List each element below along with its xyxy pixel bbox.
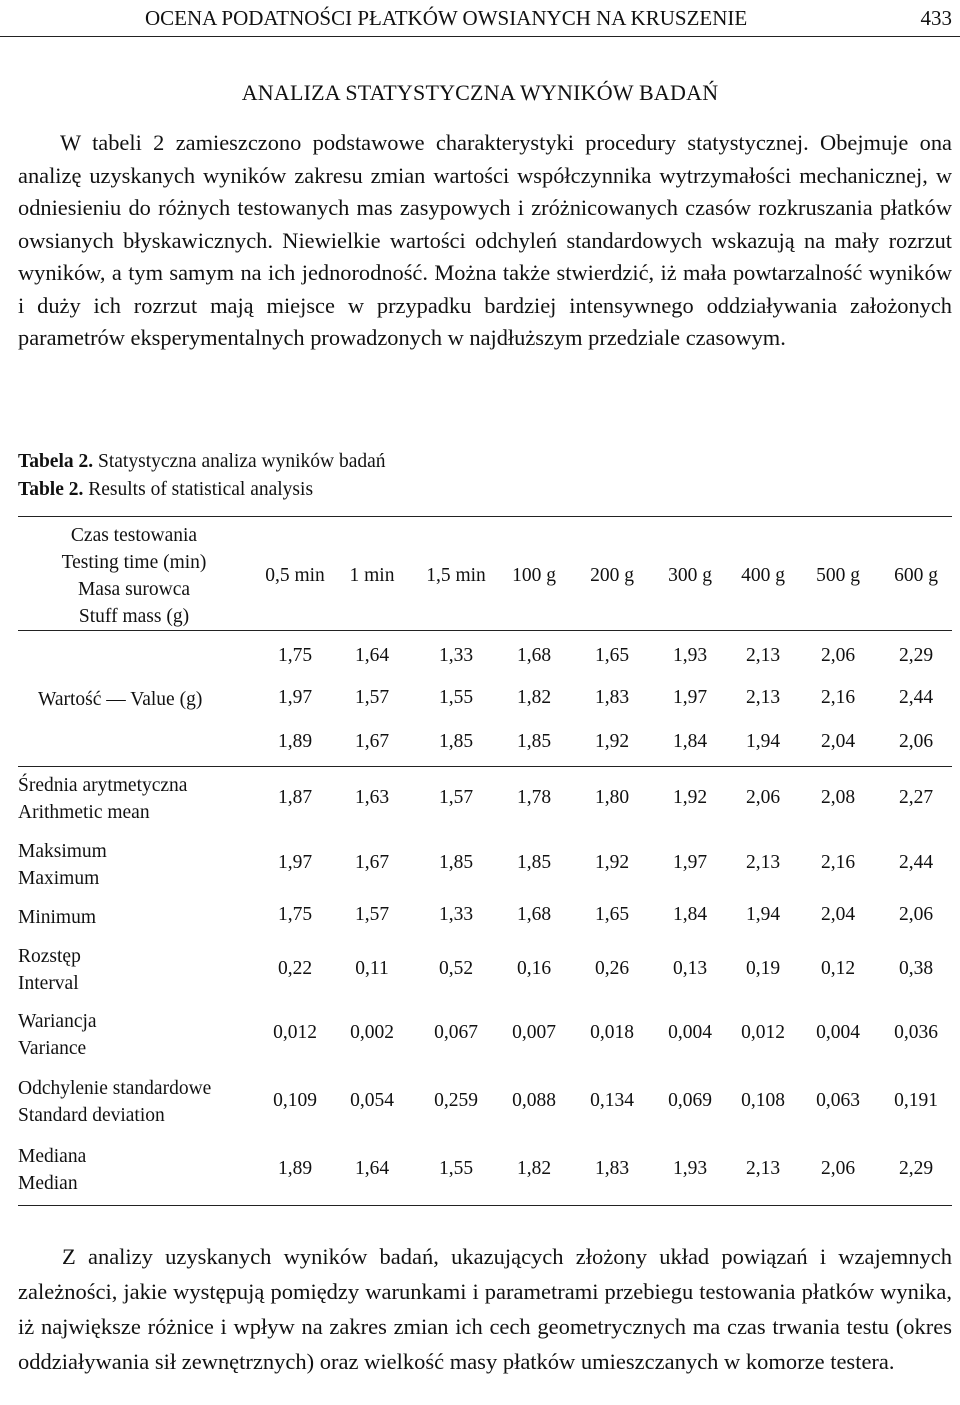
stat-row-label [18,1143,86,1197]
stat-cell: 1,97 [672,852,708,873]
stat-cell: 0,002 [350,1022,394,1043]
stat-cell: 0,12 [820,958,856,979]
value-cell: 2,29 [898,645,934,666]
stat-label-pl: Maksimum [18,841,107,862]
stat-cell: 1,55 [438,1158,474,1179]
stat-cell: 0,004 [816,1022,860,1043]
value-cell: 1,92 [594,731,630,752]
stat-cell: 1,83 [594,1158,630,1179]
stat-cell: 1,33 [438,904,474,925]
stat-cell: 1,80 [594,787,630,808]
caption-text-pl: Statystyczna analiza wyników badań [98,451,386,472]
header-label-line: Testing time (min) [61,552,207,573]
header-label-line: Stuff mass (g) [78,606,190,627]
value-cell: 1,84 [672,731,708,752]
value-cell: 1,57 [354,687,390,708]
stat-cell: 1,68 [516,904,552,925]
stat-label-en: Interval [18,973,79,994]
stat-cell: 2,08 [820,787,856,808]
stat-cell: 0,16 [516,958,552,979]
stat-cell: 1,64 [354,1158,390,1179]
header-label-line: Masa surowca [77,579,191,600]
value-cell: 1,55 [438,687,474,708]
stat-cell: 0,012 [273,1022,317,1043]
column-header: 400 g [741,565,785,586]
stat-cell: 1,85 [516,852,552,873]
value-cell: 1,65 [594,645,630,666]
value-cell: 1,64 [354,645,390,666]
table-caption-pl [18,451,386,473]
table-rule [18,1205,952,1206]
stat-cell: 2,44 [898,852,934,873]
column-header: 100 g [512,565,556,586]
value-cell: 1,83 [594,687,630,708]
stat-row-label [18,1008,97,1062]
stat-label-en: Standard deviation [18,1105,165,1126]
column-header: 600 g [894,565,938,586]
stat-label-en: Variance [18,1038,87,1059]
value-cell: 2,06 [898,731,934,752]
header-label-stack [18,522,250,630]
stat-row-label [18,943,81,997]
stat-cell: 0,054 [350,1090,394,1111]
section-title: ANALIZA STATYSTYCZNA WYNIKÓW BADAŃ [241,80,719,105]
stat-cell: 2,06 [898,904,934,925]
running-header [0,0,960,37]
column-header: 200 g [590,565,634,586]
stat-cell: 2,29 [898,1158,934,1179]
stat-cell: 0,108 [741,1090,785,1111]
stat-label-pl: Średnia arytmetyczna [18,775,188,796]
column-header: 500 g [816,565,860,586]
stat-label-en: Maximum [18,868,100,889]
value-cell: 2,04 [820,731,856,752]
table-top-rule [18,516,952,517]
running-title: OCENA PODATNOŚCI PŁATKÓW OWSIANYCH NA KRUSZENIE [145,6,748,30]
stat-cell: 0,11 [355,958,389,979]
stat-cell: 2,13 [745,852,781,873]
value-cell: 1,97 [277,687,313,708]
stat-cell: 0,067 [434,1022,478,1043]
value-cell: 2,16 [820,687,856,708]
intro-paragraph: W tabeli 2 zamieszczono podstawowe charakterystyki procedury statystycznej. Obejmuje ona analizę uzyskanych wyników zakresu zmian wartości współczynnika wytrzymałości mechanicznej, w odniesieniu do różnych testowanych mas zasypowych i zróżnicowanych czasów rozkruszania płatków owsianych błyskawicznych. Niewielkie wartości odchyleń standardowych wskazują na mały rozrzut wyników, a tym samym na ich jednorodność. Można także stwierdzić, iż mała powtarzalność wyników i duży ich rozrzut mają miejsce w przypadku bardziej intensywnego oddziaływania założonych parametrów eksperymentalnych prowadzonych w najdłuższym przedziale czasowym. [18,130,952,350]
stat-cell: 0,13 [672,958,708,979]
column-header: 1,5 min [426,565,486,586]
stat-cell: 2,04 [820,904,856,925]
stat-row-label [18,904,96,931]
header-label-line: Czas testowania [70,525,198,546]
stat-cell: 1,67 [354,852,390,873]
stat-cell: 0,109 [273,1090,317,1111]
page-number: 433 [920,6,952,30]
stat-cell: 0,012 [741,1022,785,1043]
value-cell: 1,85 [516,731,552,752]
stat-cell: 1,97 [277,852,313,873]
value-cell: 1,75 [277,645,313,666]
value-cell: 2,13 [745,687,781,708]
stat-label-pl: Rozstęp [18,946,81,967]
stat-cell: 2,06 [745,787,781,808]
stat-cell: 0,004 [668,1022,712,1043]
value-cell: 1,82 [516,687,552,708]
table-rule [18,766,952,767]
stat-row-label [18,838,107,892]
table-rule [18,630,952,631]
value-cell: 1,97 [672,687,708,708]
stat-cell: 1,92 [672,787,708,808]
stat-cell: 1,57 [438,787,474,808]
value-cell: 1,85 [438,731,474,752]
stat-cell: 0,018 [590,1022,634,1043]
stat-cell: 2,13 [745,1158,781,1179]
caption-label-en: Table 2. [18,479,84,500]
stat-cell: 2,06 [820,1158,856,1179]
stat-label-pl: Wariancja [18,1011,97,1032]
stat-cell: 0,191 [894,1090,938,1111]
stat-cell: 1,87 [277,787,313,808]
value-cell: 1,93 [672,645,708,666]
value-cell: 1,89 [277,731,313,752]
stat-cell: 1,92 [594,852,630,873]
stat-cell: 2,16 [820,852,856,873]
stat-cell: 1,93 [672,1158,708,1179]
stat-cell: 1,82 [516,1158,552,1179]
value-cell: 1,94 [745,731,781,752]
stat-cell: 0,069 [668,1090,712,1111]
stat-cell: 0,063 [816,1090,860,1111]
column-header: 1 min [349,565,395,586]
value-cell: 1,68 [516,645,552,666]
caption-label-pl: Tabela 2. [18,451,94,472]
stat-cell: 0,007 [512,1022,556,1043]
stat-label-pl: Odchylenie standardowe [18,1078,212,1099]
value-row-label: Wartość ― Value (g) [38,689,203,710]
stat-label-en: Arithmetic mean [18,802,150,823]
stat-cell: 0,088 [512,1090,556,1111]
stat-row-label [18,1075,211,1129]
value-cell: 1,33 [438,645,474,666]
stat-cell: 1,75 [277,904,313,925]
stat-cell: 1,84 [672,904,708,925]
value-cell: 2,13 [745,645,781,666]
caption-text-en: Results of statistical analysis [88,479,314,500]
stat-label-en: Median [18,1173,78,1194]
value-cell: 1,67 [354,731,390,752]
stat-cell: 1,85 [438,852,474,873]
stat-cell: 0,036 [894,1022,938,1043]
column-header: 0,5 min [265,565,325,586]
stat-cell: 0,134 [590,1090,634,1111]
stat-cell: 1,57 [354,904,390,925]
stat-label-pl: Minimum [18,907,97,928]
value-cell: 2,06 [820,645,856,666]
stat-cell: 0,38 [898,958,934,979]
stat-cell: 0,19 [745,958,781,979]
stat-cell: 1,65 [594,904,630,925]
stat-cell: 1,63 [354,787,390,808]
conclusion-paragraph: Z analizy uzyskanych wyników badań, ukazujących złożony układ powiązań i wzajemnych zależności, jakie występują pomiędzy warunkami i parametrami przebiegu testowania płatków wynika, iż największe różnice i wpływ na zakres zmian ich cech geometrycznych ma czas trwania testu (okres oddziaływania sił zewnętrznych) oraz wielkość masy płatków umieszczanych w komorze testera. [18,1244,952,1374]
stat-cell: 0,22 [277,958,313,979]
stat-cell: 0,26 [594,958,630,979]
stat-row-label [18,772,187,826]
stat-cell: 1,89 [277,1158,313,1179]
stat-label-pl: Mediana [18,1146,87,1167]
column-header: 300 g [668,565,712,586]
stat-cell: 0,52 [438,958,474,979]
stat-cell: 1,94 [745,904,781,925]
value-cell: 2,44 [898,687,934,708]
stat-cell: 2,27 [898,787,934,808]
stat-cell: 1,78 [516,787,552,808]
stat-cell: 0,259 [434,1090,478,1111]
table-caption-en [18,479,313,501]
